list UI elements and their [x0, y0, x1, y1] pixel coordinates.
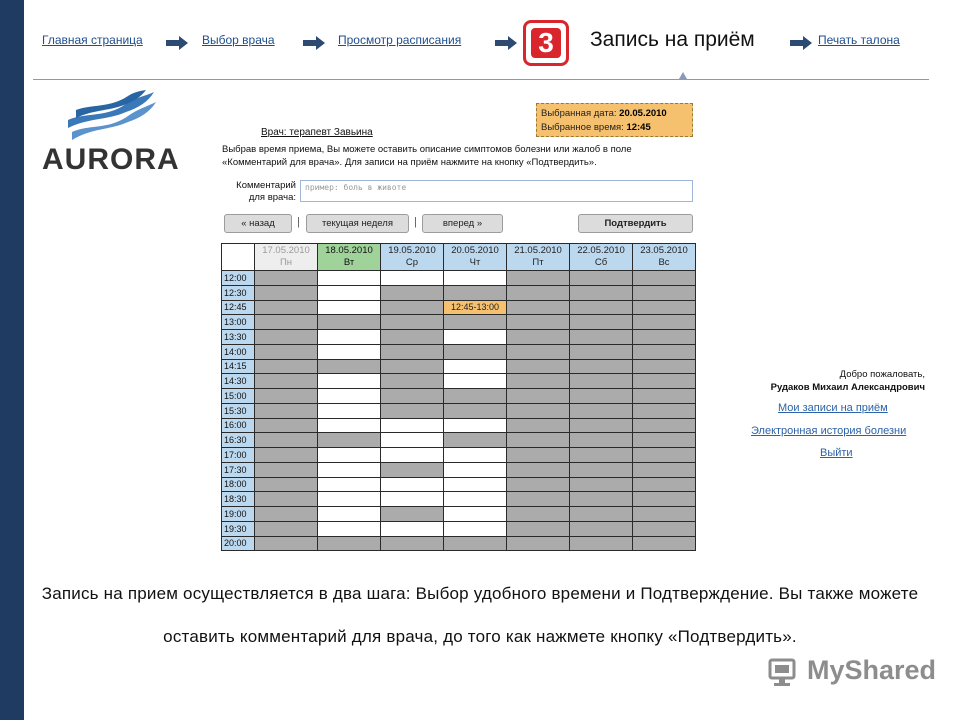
busy-slot [633, 433, 696, 448]
left-sidebar-strip [0, 0, 24, 720]
busy-slot [633, 271, 696, 286]
breadcrumb-print-ticket[interactable]: Печать талона [818, 33, 900, 47]
busy-slot [507, 477, 570, 492]
arrow-right-icon [303, 36, 325, 50]
busy-slot [633, 477, 696, 492]
busy-slot [570, 315, 633, 330]
time-slot-label: 16:30 [222, 433, 255, 448]
busy-slot [507, 315, 570, 330]
free-slot[interactable] [444, 462, 507, 477]
busy-slot [255, 374, 318, 389]
selected-slot[interactable]: 12:45-13:00 [444, 300, 507, 315]
time-slot-label: 15:30 [222, 403, 255, 418]
day-header [507, 244, 570, 271]
myshared-watermark: MyShared [807, 655, 937, 685]
free-slot[interactable] [381, 433, 444, 448]
busy-slot [633, 315, 696, 330]
busy-slot [570, 389, 633, 404]
day-weekday: Ср [405, 257, 419, 268]
day-weekday: Вс [658, 257, 670, 268]
busy-slot [255, 477, 318, 492]
day-header [570, 244, 633, 271]
busy-slot [570, 462, 633, 477]
time-slot-label: 14:30 [222, 374, 255, 389]
busy-slot [570, 359, 633, 374]
busy-slot [444, 403, 507, 418]
busy-slot [633, 403, 696, 418]
free-slot[interactable] [444, 359, 507, 374]
busy-slot [444, 536, 507, 551]
free-slot[interactable] [381, 477, 444, 492]
busy-slot [507, 285, 570, 300]
step-number: 3 [531, 28, 561, 58]
current-week-button[interactable]: текущая неделя [306, 214, 409, 233]
breadcrumb-schedule[interactable]: Просмотр расписания [338, 33, 462, 47]
day-date: 21.05.2010 [514, 245, 562, 256]
free-slot[interactable] [444, 448, 507, 463]
busy-slot [444, 344, 507, 359]
busy-slot [444, 433, 507, 448]
free-slot[interactable] [444, 330, 507, 345]
day-header [255, 244, 318, 271]
welcome-block [725, 368, 925, 394]
day-date: 22.05.2010 [577, 245, 625, 256]
busy-slot [507, 403, 570, 418]
current-step-pointer [679, 72, 687, 79]
selected-date-value: 20.05.2010 [619, 108, 667, 119]
busy-slot [570, 374, 633, 389]
time-slot-label: 12:30 [222, 285, 255, 300]
busy-slot [633, 521, 696, 536]
busy-slot [255, 315, 318, 330]
busy-slot [633, 536, 696, 551]
busy-slot [507, 492, 570, 507]
free-slot[interactable] [444, 492, 507, 507]
busy-slot [255, 285, 318, 300]
free-slot[interactable] [444, 418, 507, 433]
time-slot-label: 17:00 [222, 448, 255, 463]
busy-slot [570, 418, 633, 433]
arrow-right-icon [790, 36, 812, 50]
free-slot[interactable] [318, 462, 381, 477]
busy-slot [255, 344, 318, 359]
free-slot[interactable] [318, 448, 381, 463]
free-slot[interactable] [444, 271, 507, 286]
busy-slot [255, 359, 318, 374]
free-slot[interactable] [381, 418, 444, 433]
busy-slot [633, 492, 696, 507]
free-slot[interactable] [381, 492, 444, 507]
time-slot-label: 18:30 [222, 492, 255, 507]
busy-slot [507, 300, 570, 315]
busy-slot [570, 448, 633, 463]
time-slot-label: 12:00 [222, 271, 255, 286]
busy-slot [633, 344, 696, 359]
day-header [381, 244, 444, 271]
time-slot-label: 19:00 [222, 507, 255, 522]
busy-slot [255, 536, 318, 551]
day-date: 23.05.2010 [640, 245, 688, 256]
busy-slot [507, 418, 570, 433]
doctor-name: Врач: терапевт Завьина [261, 127, 373, 138]
breadcrumb-doctor-choice[interactable]: Выбор врача [202, 33, 275, 47]
busy-slot [255, 300, 318, 315]
busy-slot [255, 389, 318, 404]
free-slot[interactable] [381, 448, 444, 463]
time-slot-label: 20:00 [222, 536, 255, 551]
free-slot[interactable] [318, 330, 381, 345]
free-slot[interactable] [318, 403, 381, 418]
day-header [318, 244, 381, 271]
my-appointments-link[interactable]: Мои записи на приём [778, 402, 888, 414]
busy-slot [255, 462, 318, 477]
free-slot[interactable] [444, 521, 507, 536]
busy-slot [381, 359, 444, 374]
busy-slot [255, 521, 318, 536]
busy-slot [255, 271, 318, 286]
current-step-title: Запись на приём [590, 28, 755, 51]
free-slot[interactable] [444, 374, 507, 389]
arrow-right-icon [166, 36, 188, 50]
busy-slot [570, 536, 633, 551]
day-date: 20.05.2010 [451, 245, 499, 256]
busy-slot [381, 374, 444, 389]
time-slot-label: 18:00 [222, 477, 255, 492]
free-slot[interactable] [318, 285, 381, 300]
busy-slot [633, 330, 696, 345]
free-slot[interactable] [318, 300, 381, 315]
free-slot[interactable] [318, 271, 381, 286]
schedule-table [221, 243, 696, 551]
time-slot-label: 12:45 [222, 300, 255, 315]
busy-slot [633, 507, 696, 522]
busy-slot [507, 433, 570, 448]
free-slot[interactable] [318, 374, 381, 389]
busy-slot [255, 418, 318, 433]
busy-slot [570, 403, 633, 418]
arrow-right-icon [495, 36, 517, 50]
time-slot-label: 14:00 [222, 344, 255, 359]
busy-slot [633, 300, 696, 315]
busy-slot [633, 418, 696, 433]
busy-slot [570, 433, 633, 448]
busy-slot [633, 374, 696, 389]
busy-slot [507, 389, 570, 404]
time-slot-label: 16:00 [222, 418, 255, 433]
busy-slot [255, 507, 318, 522]
free-slot[interactable] [318, 492, 381, 507]
selected-time-label: Выбранное время: [541, 122, 624, 133]
welcome-text: Добро пожаловать, [839, 369, 925, 380]
next-week-button[interactable]: вперед » [422, 214, 503, 233]
busy-slot [255, 330, 318, 345]
busy-slot [381, 462, 444, 477]
busy-slot [318, 433, 381, 448]
selected-datetime-box [536, 103, 693, 137]
step-number-badge [523, 20, 569, 66]
busy-slot [318, 315, 381, 330]
busy-slot [507, 374, 570, 389]
busy-slot [570, 477, 633, 492]
time-slot-label: 15:00 [222, 389, 255, 404]
nav-separator: | [414, 216, 417, 228]
busy-slot [444, 389, 507, 404]
breadcrumb-home[interactable]: Главная страница [42, 33, 143, 47]
busy-slot [570, 300, 633, 315]
busy-slot [507, 462, 570, 477]
busy-slot [570, 285, 633, 300]
day-weekday: Вт [343, 257, 355, 268]
busy-slot [255, 433, 318, 448]
busy-slot [381, 300, 444, 315]
day-header [633, 244, 696, 271]
user-name: Рудаков Михаил Александрович [770, 382, 925, 393]
day-date: 18.05.2010 [325, 245, 373, 256]
busy-slot [381, 315, 444, 330]
busy-slot [570, 344, 633, 359]
busy-slot [318, 536, 381, 551]
comment-label: Комментарий для врача: [236, 180, 296, 203]
day-weekday: Чт [469, 257, 481, 268]
free-slot[interactable] [318, 389, 381, 404]
busy-slot [507, 521, 570, 536]
confirm-button[interactable]: Подтвердить [578, 214, 693, 233]
free-slot[interactable] [318, 521, 381, 536]
free-slot[interactable] [381, 271, 444, 286]
free-slot[interactable] [318, 344, 381, 359]
busy-slot [444, 315, 507, 330]
busy-slot [381, 536, 444, 551]
busy-slot [507, 344, 570, 359]
time-slot-label: 13:00 [222, 315, 255, 330]
free-slot[interactable] [381, 521, 444, 536]
busy-slot [507, 507, 570, 522]
aurora-logo-text: AURORA [42, 143, 180, 176]
busy-slot [507, 271, 570, 286]
busy-slot [381, 330, 444, 345]
busy-slot [507, 330, 570, 345]
busy-slot [318, 359, 381, 374]
prev-week-button[interactable]: « назад [224, 214, 292, 233]
day-header [444, 244, 507, 271]
logout-link[interactable]: Выйти [820, 447, 853, 459]
nav-separator: | [297, 216, 300, 228]
busy-slot [507, 359, 570, 374]
myshared-logo-icon [768, 657, 798, 687]
free-slot[interactable] [318, 477, 381, 492]
time-slot-label: 13:30 [222, 330, 255, 345]
selected-date-label: Выбранная дата: [541, 108, 617, 119]
busy-slot [255, 448, 318, 463]
medical-history-link[interactable]: Электронная история болезни [751, 425, 907, 437]
busy-slot [633, 359, 696, 374]
free-slot[interactable] [444, 507, 507, 522]
busy-slot [255, 403, 318, 418]
busy-slot [381, 344, 444, 359]
time-slot-label: 14:15 [222, 359, 255, 374]
busy-slot [633, 389, 696, 404]
selected-time-value: 12:45 [626, 122, 651, 133]
busy-slot [570, 507, 633, 522]
day-weekday: Пн [279, 257, 293, 268]
busy-slot [507, 536, 570, 551]
free-slot[interactable] [318, 507, 381, 522]
free-slot[interactable] [444, 477, 507, 492]
busy-slot [633, 462, 696, 477]
busy-slot [444, 285, 507, 300]
day-date: 17.05.2010 [262, 245, 310, 256]
busy-slot [570, 330, 633, 345]
busy-slot [633, 448, 696, 463]
busy-slot [381, 389, 444, 404]
busy-slot [633, 285, 696, 300]
busy-slot [255, 492, 318, 507]
schedule-corner [222, 244, 255, 271]
day-weekday: Пт [532, 257, 544, 268]
busy-slot [381, 403, 444, 418]
slide-caption: Запись на прием осуществляется в два шага: Выбор удобного времени и Подтверждение. Вы также можете оставить комментарий для врача, до того как нажмете кнопку «Подтвердить». [41, 584, 919, 646]
day-weekday: Сб [594, 257, 608, 268]
comment-input[interactable]: пример: боль в животе [300, 180, 693, 202]
instructions-text: Выбрав время приема, Вы можете оставить описание симптомов болезни или жалоб в поле «Комментарий для врача». Для записи на приём нажмите на кнопку «Подтвердить». [222, 144, 632, 168]
aurora-logo-mark [66, 90, 158, 142]
busy-slot [507, 448, 570, 463]
free-slot[interactable] [318, 418, 381, 433]
busy-slot [570, 521, 633, 536]
time-slot-label: 19:30 [222, 521, 255, 536]
day-date: 19.05.2010 [388, 245, 436, 256]
busy-slot [570, 271, 633, 286]
busy-slot [570, 492, 633, 507]
busy-slot [381, 285, 444, 300]
time-slot-label: 17:30 [222, 462, 255, 477]
busy-slot [381, 507, 444, 522]
header-divider [33, 79, 929, 80]
